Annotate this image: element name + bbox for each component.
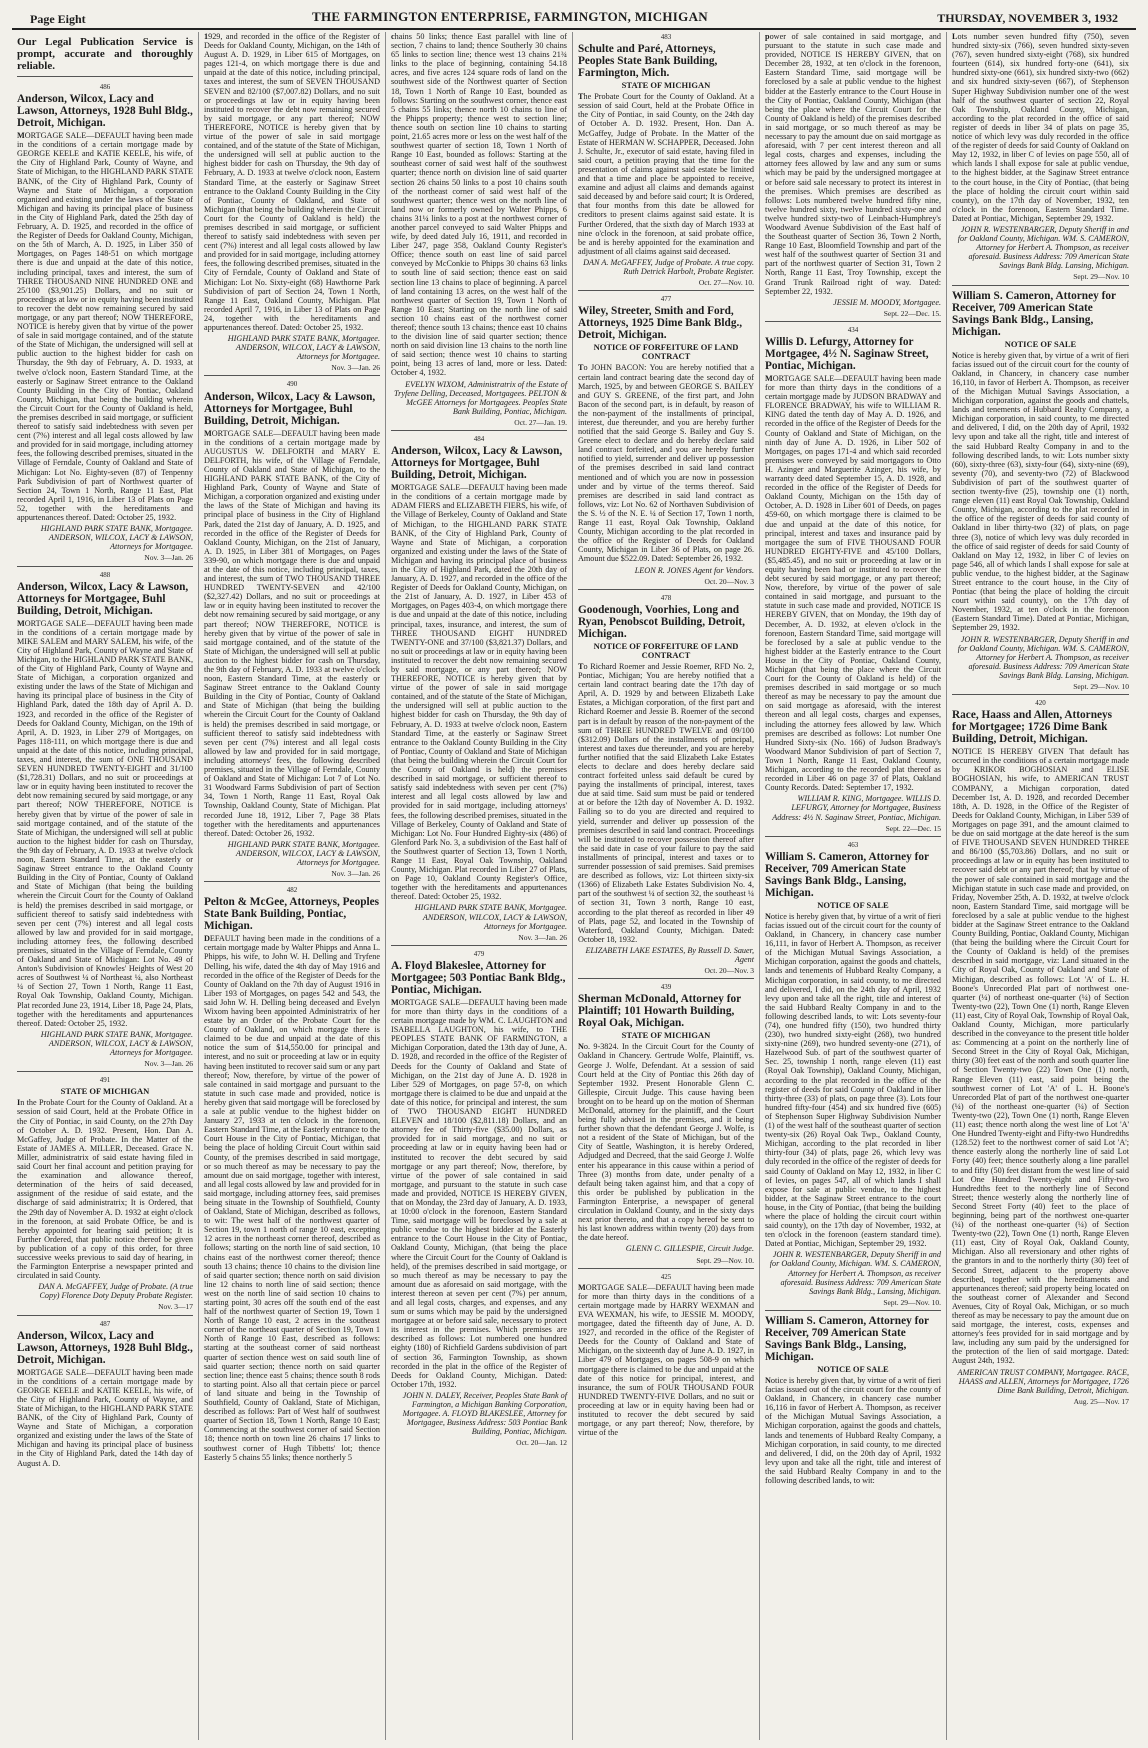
notice-number: 478 [660, 593, 672, 602]
notice-body: The Probate Court for the County of Oakland. At a session of said Court, held at the Probate Office in the City of Pontiac, in said County, on the 24th day of October A. D. 1932. Present, Hon. Dan A. McGaffey, Judge of Probate. In the Matter of the Estate of HERMAN W. SCHAPPER, Deceased. John J. Schulte, Jr., executor of said estate, having filed in said court, a petition praying that the time for the presentation of claims against said estate be limited and that a time and place be appointed to receive, examine and adjust all claims and demands against said deceased by and before said court; It is Ordered, that four months from this date be allowed for creditors to present claims against said estate. It is Further Ordered, that the sixth day of March 1933 at nine o'clock in the forenoon, at said probate office, be and is hereby appointed for the examination and adjustment of all claims against said deceased. [578, 92, 754, 256]
notice-subheading: STATE OF MICHIGAN [621, 80, 711, 91]
masthead [12, 6, 1136, 30]
notice-signature: JOHN R. WESTENBARGER, Deputy Sheriff in and for Oakland County, Michigan. WM. S. CAMERON, Attorney for Herbert A. Thompson, as receiver aforesaid. Business Address: 709 American State Savings Bank Bldg., Lansing, Michigan. [769, 1250, 941, 1296]
notice-heading: Anderson, Wilcox, Lacy and Lawson, Attorneys, 1928 Buhl Bldg., Detroit, Michigan. [17, 93, 193, 130]
legal-notice [204, 380, 380, 882]
notice-subheading: STATE OF MICHIGAN [60, 1086, 150, 1097]
legal-notice [952, 699, 1129, 1409]
notice-body: To Richard Roemer and Jessie Roemer, RFD No. 2, Pontiac, Michigan; You are hereby notified that a certain land contract bearing date the 17th day of April, A. D. 1929 by and between Elizabeth Lake Estates, a Michigan corporation, of the first part and Richard Roemer and Jessie B. Roemer of the second part is in default by reason of the non-payment of the sum of THREE HUNDRED TWELVE and 09/100 ($312.09) Dollars of the installments of principal, interest and taxes due thereunder, and you are hereby further notified that the said Elizabeth Lake Estates elects to declare and does hereby declare said contract forfeited unless said default be cured by paying the installments of principal, interest, taxes due at said time. Said sum must be paid or tendered at or before the 12th day of November A. D. 1932. Failing so to do you are directed and required to yield, surrender and deliver up possession of the premises described in said land contract. Proceedings will be instituted to recover possession thereof after the said date in case of your failure to pay the said installments of principal, interest and taxes or to surrender possession of said premises. Said premises are described as follows, viz: Lot thirteen sixty-six (1366) of Elizabeth Lake Estates Subdivision No. 4, part of the southwest ¼ of section 32, the southeast ¼ of section 31, Town 3 north, Range 10 east, according to the plat thereof as recorded in liber 49 of Plats, page 52, and located in the Township of Waterford, Oakland County, Michigan. Dated: October 18, 1932. [578, 661, 754, 944]
legal-notice [578, 1273, 754, 1441]
column-6 [947, 32, 1134, 1740]
legal-notice [578, 594, 754, 979]
notice-heading: Schulte and Paré, Attorneys, Peoples State Bank Building, Farmington, Mich. [578, 43, 718, 80]
legal-notice [391, 950, 567, 1451]
notice-heading: William S. Cameron, Attorney for Receiver, 709 American State Savings Bank Bldg., Lansing, Michigan. [952, 289, 1116, 338]
notice-signature: HIGHLAND PARK STATE BANK, Mortgagee. ANDERSON, WILCOX, LACY & LAWSON, Attorneys for Mortgagee. [414, 903, 567, 931]
notice-heading: Anderson, Wilcox, Lacy & Lawson, Attorneys for Mortgagee, Buhl Building, Detroit, Michigan. [391, 445, 563, 482]
notice-publication-dates: Sept. 29—Nov. 10 [1073, 272, 1129, 282]
notice-body: In the Probate Court for the County of Oakland. At a session of said Court, held at the Probate Office in the City of Pontiac, in said County, on the 27th Day of October A. D. 1932. Present, Hon. Dan A. McGaffey, Judge of Probate. In the Matter of the Estate of JAMES A. MILLER, Deceased. Grace N. Miller, administratrix of said estate having filed in said Court her final account and petition praying for the examination and allowance thereof, determination of the heirs of said deceased, assignment of the residue of said estate, and the discharge of said administratrix; It is Ordered, that the 29th day of November A. D. 1932 at eight o'clock in the forenoon, at said Probate Office, be and is hereby appointed for hearing said petition; It is Further Ordered, that public notice thereof be given by publication of a copy of this order, for three successive weeks previous to said day of hearing, in the Farmington Enterprise a newspaper printed and circulated in said County. [17, 1098, 193, 1281]
notice-signature: DAN A. McGAFFEY, Judge of Probate. A true copy. Ruth Detrick Harbolt, Probate Register. [583, 257, 754, 276]
notice-signature: GLENN C. GILLESPIE, Circuit Judge. [625, 1244, 754, 1254]
legal-notice [204, 886, 380, 1465]
notice-signature: HIGHLAND PARK STATE BANK, Mortgagee. ANDERSON, WILCOX, LACY & LAWSON, Attorneys for Mortgagee. [40, 1029, 193, 1057]
notice-signature: HIGHLAND PARK STATE BANK, Mortgagee. ANDERSON, WILCOX, LACY & LAWSON, Attorneys for Mortgagee. [227, 839, 380, 867]
notice-publication-dates: Sept. 22—Dec. 15 [885, 823, 941, 833]
notice-body: MORTGAGE SALE—DEFAULT having been made for more than thirty days in the conditions of a certain mortgage made by JUDSON BRADWAY and FLORENCE BRADWAY, his wife to WILLIAM R. KING dated the tenth day of May A. D. 1926, and recorded in the office of the Register of Deeds for the County of Oakland and State of Michigan, on the ninth day of June A. D. 1926, in Liber 502 of Mortgages, on pages 171-4 and which said recorded premises were conveyed by said mortgagors to Otto H. Azinger and Marguerite Azinger, his wife, by warranty deed dated September 15, A. D. 1928, and recorded in the office of the Register of Deeds for Oakland County, Michigan on the 15th day of October, A. D. 1928 in Liber 601 of Deeds, on pages 459-60, on which mortgage there is claimed to be due and unpaid at the date of this notice, for principal, interest and taxes and insurance paid by mortgagee the sum of FIVE THOUSAND FOUR HUNDRED EIGHTY-FIVE and 45/100 Dollars, ($5,485.45), and no suit or proceeding at law or in equity having been had or instituted to recover the debt secured by said mortgage, or any part thereof; Now, therefore, by virtue of the power of sale contained in said mortgage, and pursuant to the statute in such case made and provided, NOTICE IS HEREBY GIVEN, that on Monday, the 19th day of December, A. D. 1932, at eleven o'clock in the forenoon, Eastern Standard Time, said mortgage will be foreclosed by a sale at public vendue to the highest bidder at the Easterly entrance to the Court House in the City of Pontiac, Oakland County, Michigan (that being the place where the Circuit Court for the County of Oakland is held) of the premises described in said mortgage or so much thereof as may be necessary to pay the amount due on said mortgage as aforesaid, with the interest thereon and all legal costs, charges and expenses, including the attorney fees allowed by law. Which premises are described as follows: Lot number One Hundred Sixty-six (No. 166) of Judson Bradway's Woodward Manor Subdivision of part of Section 7, Town 1 North, Range 11 East, Oakland County, Michigan, according to the recorded plat thereof as recorded in Liber 46 on page 37 of Plats, Oakland County Records. Dated: September 17, 1932. [765, 374, 941, 793]
notice-heading: Anderson, Wilcox, Lacy & Lawson, Attorneys for Mortgagee, Buhl Building, Detroit, Michigan. [204, 390, 376, 427]
notice-number: 439 [660, 983, 672, 992]
notice-number: 463 [847, 840, 859, 849]
notice-body: Notice is hereby given that, by virtue of a writ of fieri facias issued out of the circuit court for the county of Oakland, in Chancery, in chancery case number 16,111, in favor of Herbert A. Thompson, as receiver of the Michigan Mutual Savings Association, a Michigan corporation, against the goods and chattels, lands and tenements of Hubbard Realty Company, a Michigan corporation, in said county, to me directed and delivered, I did, on the 24th day of April, 1932 levy upon and take all the right, title and interest of the said Hubbard Realty Company in and to the following described lands, to wit: Lots seventy-four (74), one hundred fifty (150), two hundred thirty (230), two hundred sixty-eight (268), two hundred sixty-nine (269), two hundred seventy-one (271), of Hazelwood Sub. of part of the southwest quarter of Sec. 25, township 1 north, range eleven (11) east (Royal Oak Township), Oakland County, Michigan, according to the plat recorded in the office of the register of deeds for said County of Oakland in liber thirty-three (33) of plats, on page three (3). Lots four hundred fifty-four (454) and six hundred five (605) of Stephenson Super Highway Subdivision Number (1) of the west half of the southeast quarter of section twenty-six (26) Royal Oak Twp., Oakland County, Michigan, according to the plat recorded in liber thirty-four (34) of plats, page 26, which levy was duly recorded in the office of the register of deeds for said County of Oakland on May 12, 1932, in liber C of levies, on pages 547, all of which lands I shall expose for sale at public vendue, to the highest bidder, at the Saginaw Street entrance to the court house, in the City of Pontiac, (that being the building where the place of holding the circuit court within said county), on the 17th day of November, 1932, at ten o'clock in the forenoon (eastern standard time). Dated at Pontiac, Michigan, September 29, 1932. [765, 911, 941, 1249]
legal-notice [765, 1315, 941, 1488]
notice-publication-dates: Sept. 29—Nov. 10 [1073, 682, 1129, 691]
notice-number: 479 [473, 949, 485, 958]
notice-number: 434 [847, 325, 859, 334]
notice-number: 477 [660, 295, 672, 304]
notice-body: Lots number seven hundred fifty (750), seven hundred sixty-six (766), seven hundred sixty-seven (767), seven hundred sixty-eight (768), six hundred fourteen (614), six hundred forty-one (641), six hundred sixty-one (661), six hundred sixty-two (662) and six hundred sixty-seven (667), of Stephenson Super Highway Subdivision number one of the west half of the southwest quarter of section 22, Royal Oak Township, Oakland County, Michigan, according to the plat recorded in the office of said register of deeds in liber 34 of plats on page 35, notice of which levy was duly recorded in the office of the register of deeds for said County of Oakland on May 12, 1932, in liber C of levies on page 550, all of which lands I shall expose for sale at public vendue, to the highest bidder, at the Saginaw Street entrance to the court house, in the City of Pontiac, (that being the place of holding the circuit court within said county), on the 17th day of November, 1932, ten o'clock in the forenoon, Eastern Standard Time. Dated at Pontiac, Michigan, September 29, 1932. [952, 32, 1129, 223]
notice-signature: LEON R. JONES Agent for Vendors. [634, 565, 754, 575]
notice-body: MORTGAGE SALE—DEFAULT having been made in the conditions of a certain mortgage made by GEORGE KEELE and KATIE KEELE, his wife, of the City of Highland Park, County of Wayne, and State of Michigan, to the HIGHLAND PARK STATE BANK, of the City of Highland Park, County of Wayne and State of Michigan, a corporation organized and existing under the laws of the State of Michigan and having its principal place of business in the City of Highland Park, dated the 14th day of August A. D. [17, 1367, 193, 1468]
notice-body: No. 9-3824. In the Circuit Court for the County of Oakland in Chancery. Gertrude Wolfe, Plaintiff, vs. George J. Wolfe, Defendant. At a session of said Court held at the City of Pontiac this 26th day of September 1932. Present Honorable Glenn C. Gillespie, Circuit Judge. This cause having been brought on to be heard up on the motion of Sherman McDonald, attorney for the plaintiff, and the Court being fully advised in the premises, and it being further shown that the defendant George J. Wolfe, is not a resident of the State of Michigan, but of the City of Seattle, Washington, it is hereby Ordered, Adjudged and Decreed, that the said George J. Wolfe enter his appearance in this cause within a period of Three (3) months from date, under penalty of a default being taken against him, and that a copy of this order be published by publication in the Farmington Enterprise, a newspaper of general circulation in Oakland County, and in the sixty days next prior thereto, and that a copy hereof be sent to his last known address within twenty (20) days from the date hereof. [578, 1042, 754, 1243]
column-2 [199, 32, 386, 1740]
notice-number: 425 [660, 1272, 672, 1281]
legal-notice [578, 33, 754, 291]
notice-heading: William S. Cameron, Attorney for Receiver, 709 American State Savings Bank Bldg., Lansing, Michigan. [765, 1314, 929, 1363]
legal-notice [391, 435, 567, 946]
notice-publication-dates: Sept. 29—Nov. 10. [883, 1297, 941, 1307]
legal-notice [17, 83, 193, 567]
publication-service-note: Our Legal Publication Service is prompt, accurate and thoroughly reliable. [17, 36, 193, 77]
notice-signature: DAN A. McGAFFEY, Judge of Probate. (A true Copy) Florence Doty Deputy Probate Register. [38, 1282, 193, 1301]
columns [12, 32, 1136, 1740]
legal-notice [391, 32, 567, 431]
notice-subheading: NOTICE OF FORFEITURE OF LAND CONTRACT [593, 640, 739, 660]
notice-publication-dates: Oct. 20—Nov. 3 [704, 576, 754, 586]
notice-subheading: NOTICE OF SALE [817, 899, 889, 910]
notice-signature: JESSIE M. MOODY, Mortgagee. [833, 297, 941, 307]
notice-heading: Wiley, Streeter, Smith and Ford, Attorneys, 1925 Dime Bank Bldg., Detroit, Michigan. [578, 305, 743, 342]
notice-publication-dates: Oct. 20—Nov. 3 [704, 966, 754, 976]
notice-signature: AMERICAN TRUST COMPANY, Mortgagee. RACE, HAASS and ALLEN, Attorneys for Mortgagee, 1726 Dime Bank Building, Detroit, Michigan. [957, 1367, 1129, 1395]
notice-body: Notice is hereby given that, by virtue of a writ of fieri facias issued out of the circuit court for the county of Oakland, in Chancery, in chancery case number 16,110, in favor of Herbert A. Thompson, as receiver of the Michigan Mutual Savings Association, a Michigan corporation, against the goods and chattels, lands and tenements of Hubbard Realty Company, a Michigan corporation, in said county, to me directed and delivered, I did, on the 20th day of April, 1932 levy upon and take all the right, title and interest of the said Hubbard Realty Company in and to the following described lands, to wit: Lots number sixty (60), sixty-three (63), sixty-four (64), sixty-nine (69), seventy (70), and seventy-two (72) of Blackwood Subdivision of part of the southwest quarter of section twenty-five (25), township one (1) north, range eleven (11) east Royal Oak Township, Oakland County, Michigan, according to the plat recorded in the office of the register of deeds for said county of Oakland in liber thirty-two (32) of plats, on page three (3), notice of which levy was duly recorded in the office of said register of deeds for said County of Oakland on May 12, 1932, in liber C of levies on page 546, all of which lands I shall expose for sale at public vendue, to the highest bidder, at the Saginaw Street entrance to the court house, in the City of Pontiac (that being the place of holding the circuit court within said county), on the 17th day of November, 1932, at ten o'clock in the forenoon (Eastern Standard Time). Dated at Pontiac, Michigan, September 29, 1932. [952, 350, 1129, 633]
notice-body: MORTGAGE SALE—DEFAULT having been made for more than thirty days in the conditions of a certain mortgage made by HARRY WEXMAN and EVA WEXMAN, his wife, to JESSIE M. MOODY, mortgagee, dated the fifteenth day of June, A. D. 1927, and recorded in the office of the Register of Deeds for the County of Oakland and State of Michigan, on the sixteenth day of June A. D. 1927, in Liber 479 of Mortgages, on pages 508-9 on which mortgage there is claimed to be due and unpaid at the date of this notice for principal, interest, and insurance, the sum of FOUR THOUSAND FOUR HUNDRED TWENTY-FIVE Dollars, and no suit or proceeding at law or in equity having been had or instituted to recover the debt secured by said mortgage, or any part thereof; Now, therefore, by virtue of the [578, 1282, 754, 1438]
legal-notice [765, 326, 941, 837]
page-number: Page Eight [30, 12, 86, 26]
notice-number: 484 [473, 435, 485, 444]
notice-heading: Sherman McDonald, Attorney for Plaintiff; 101 Howarth Building, Royal Oak, Michigan. [578, 993, 741, 1030]
notice-body: NOTICE IS HEREBY GIVEN That default has occurred in the conditions of a certain mortgage made by KRIKOR BOGHOSIAN and ELISE BOGHOSIAN, his wife, to AMERICAN TRUST COMPANY, a Michigan corporation, dated December 1st, A. D. 1928, and recorded December 18th, A. D. 1928, in the Office of the Register of Deeds for Oakland County, Michigan, in Liber 539 of Mortgages on page 391, and the amount claimed to be due on said mortgage at the date hereof is the sum of FIVE THOUSAND SEVEN HUNDRED THREE and 86/100 ($5,703.86) Dollars, and no suit or proceedings at law or in equity has been instituted to recover said debt or any part thereof; that by virtue of the power of sale contained in said mortgage and the Michigan statute in such case made and provided, on Friday, November 25th, A. D. 1932, at twelve o'clock noon, Eastern Standard Time, said mortgage will be foreclosed by a sale at public vendue to the highest bidder at the Saginaw Street entrance to the Oakland County Building, Pontiac, Oakland County, Michigan (that being the building where the Circuit Court for the County of Oakland is held) of the premises described in said mortgage, viz: Land situated in the City of Royal Oak, County of Oakland and State of Michigan, described as follows: Lot 'A' of L. H. Boone's Unrecorded Plat part of northwest one-quarter (¼) of northeast one-quarter (¼) of Section Twenty-two (22), Town One (1) north, Range Eleven (11) east, City of Royal Oak, Township of Royal Oak, Oakland County, Michigan, more particularly described in the conveyance to the present title holder as: Commencing at a point on the northerly line of Second Street in the City of Royal Oak, Michigan, thirty (30) feet east of the north and south quarter line of Section Twenty-two (22) Town One (1) north, Range Eleven (11) east, said point being the southwest corner of Lot 'A' of L. H. Boone's Unrecorded Plat of part of the northwest one-quarter (¼) of the northeast one-quarter (¼) of Section Twenty-two (22), Town One (1) north, Range Eleven (11) east; thence north along the west line of Lot 'A' One Hundred Twenty-eight and Fifty-two Hundredths (128.52) feet to the northwest corner of said Lot 'A'; thence easterly along the northerly line of said Lot Forty (40) feet; thence southerly along a line parallel to and fifty (50) feet distant from the west line of said Lot One Hundred Twenty-eight and Fifty-two Hundredths feet to the northerly line of Second Street; thence westerly along the northerly line of Second Street Forty (40) feet to the place of beginning, being part of the northwest one-quarter (¼) of the northeast one-quarter (¼) of Section Twenty-two (22), Town One (1) north, Range Eleven (11) east, City of Royal Oak, Oakland County, Michigan. Also all reversionary and other rights of the grantors in and to the northerly thirty (30) feet of Second Street, adjacent to the property above described, together with the hereditaments and appurtenances thereof; said property being located on the southeast corner of Alexander and Second Avenues, City of Royal Oak, Michigan, or so much thereof as may be necessary to pay the amount due on said mortgage, the interest, costs, expenses and attorney's fees provided for in said mortgage and by law, including any sum paid by the undersigned for the protection of the lien of said mortgage. Dated: August 24th, 1932. [952, 747, 1129, 1366]
notice-heading: Pelton & McGee, Attorneys, Peoples State Bank Building, Pontiac, Michigan. [204, 896, 380, 933]
notice-number: 490 [286, 380, 298, 389]
notice-publication-dates: Nov. 3—17 [158, 1302, 193, 1312]
legal-notice [765, 32, 941, 322]
notice-publication-dates: Nov. 3—Jan. 26 [144, 1059, 193, 1069]
column-3 [386, 32, 573, 1740]
notice-number: 482 [286, 886, 298, 895]
column-1 [12, 32, 199, 1740]
legal-notice [952, 290, 1129, 696]
notice-heading: Anderson, Wilcox, Lacy and Lawson, Attorneys, 1928 Buhl Bldg., Detroit, Michigan. [17, 1329, 193, 1366]
notice-body: power of sale contained in said mortgage, and pursuant to the statute in such case made and provided, NOTICE IS HEREBY GIVEN, that on December 28, 1932, at ten o'clock in the forenoon, Eastern Standard Time, said mortgage will be foreclosed by a sale at public vendue to the highest bidder at the Easterly entrance to the Court House in the City of Pontiac, Oakland County, Michigan (that being the place where the Circuit Court for the County of Oakland is held) of the premises described in said mortgage, or so much thereof as may be necessary to pay the amount due on said mortgage as aforesaid, with 7 per cent interest thereon and all legal costs, charges and expenses, including the attorney fees allowed by law and any sum or sums which may be paid by the undersigned mortgagee at or before said sale necessary to protect its interest in the premises. Which premises are described as follows: Lots numbered twelve hundred fifty nine, twelve hundred sixty, twelve hundred sixty-one and twelve hundred sixty-two of Leinbach-Humphrey's Woodward Avenue Subdivision of the East half of the Southeast quarter of Section 36, Town 2 North, Range 10 East, Bloomfield Township and part of the west half of the southwest quarter of Section 31 and part of the northwest quarter of Section 31, Town 2 North, Range 11 East, Troy Township, except the Grand Trunk Railroad right of way. Dated: September 22, 1932. [765, 32, 941, 296]
legal-notice [17, 571, 193, 1073]
notice-subheading: NOTICE OF FORFEITURE OF LAND CONTRACT [593, 342, 739, 362]
column-4 [573, 32, 760, 1740]
notice-publication-dates: Nov. 3—Jan. 26 [331, 869, 380, 879]
notice-heading: William S. Cameron, Attorney for Receiver, 709 American State Savings Bank Bldg., Lansing, Michigan. [765, 850, 929, 899]
notice-body: To JOHN BACON: You are hereby notified that a certain land contract bearing date the second day of March, 1925, by and between GEORGE S. BAILEY and GUY S. GREENE, of the first part, and John Bacon of the second part, is in default, by reason of the non-payment of the installments of principal, interest, due thereunder, and you are hereby further notified that the said George S. Bailey and Guy S. Greene elect to declare and do hereby declare said land contract forfeited, and you are hereby further notified to yield, surrender and deliver up possession of the premises described in said land contract mentioned and of which you are now in possession under and by virtue of the terms thereof. Said premises are described in said land contract as follows, viz: Lot No. 62 of Northaven Subdivision of the S. ½ of the N. E. ¼ of Section 17, Town 1 north, Range 11 east, Royal Oak Township, Oakland County, Michigan according to the plat recorded in the office of the Register of Deeds for Oakland County, Michigan in Liber 36 of Plats, on page 26. Amount due $522.09. Dated: September 26, 1932. [578, 363, 754, 564]
legal-notice [578, 295, 754, 590]
legal-notice [204, 32, 380, 376]
notice-number: 491 [99, 1076, 111, 1085]
notice-heading: Race, Haass and Allen, Attorneys for Mortgagee; 1726 Dime Bank Building, Detroit, Michigan. [952, 709, 1113, 746]
notice-body: DEFAULT having been made in the conditions of a certain mortgage made by Walter Phipps and Anna L. Phipps, his wife, to John W. H. Delling and Tryfene Delling, his wife, dated the 4th day of May 1916 and recorded in the office of the Register of Deeds for the County of Oakland on the 7th day of August 1916 in Liber 193 of Mortgages, on pages 542 and 543, the said John W. H. Delling being deceased and Evelyn Wixom having been appointed Administratrix of her estate by an Order of the Probate Court for the County of Oakland, on which mortgage there is claimed to be due and unpaid at the date of this notice the sum of $14,550.00 for principal and interest, and no suit or proceeding at law or in equity having been instituted to recover said sum or any part thereof; Now, therefore, by virtue of the power of sale contained in said mortgage and pursuant to the statute in such case made and provided, notice is hereby given that said mortgage will be foreclosed by a sale at public vendue to the highest bidder on January 27, 1933 at ten o'clock in the forenoon, Eastern Standard Time, at the Easterly entrance to the Court House in the City of Pontiac, Michigan, that being the place of holding Circuit Court within said County, of the premises described in said mortgage, or so much thereof as may be necessary to pay the amount due on said mortgage, together with interest, and all legal costs allowed by law and provided for in said mortgage, including attorney fees, said premises being situate in the Township of Southfield, County of Oakland, State of Michigan, described as follows, to wit: The west half of the northwest quarter of Section 19, town 1 north of range 10 east, excepting 12 acres in the northeast corner thereof, described as follows; starting on the north line of said section, 10 chains east of the northwest corner thereof; thence south 13 chains; thence 10 chains to the division line of said quarter section; thence north on said division line 12 chains to north line of said section; thence west on the north line of said section 10 chains to starting point, 30 acres off the south end of the east half of the northwest quarter of Section 19, Town 1 North of Range 10 east, 2 acres in the southeast corner of the northeast quarter of Section 19, Town 1 North of Range 10 East, described as follows: starting at the southeast corner of said northeast quarter of section thence west on said south line of said quarter section; thence north on said quarter section line; thence east 5 chains; thence south 8 rods to starting point. Also all that certain piece or parcel of land situate and being in the Township of Southfield, County of Oakland, State of Michigan, described as follows: Part of West half of southwest quarter of Section 18, Town 1 North, Range 10 East; Commencing at the southwest corner of said Section 18; thence north on town line 26 chains 17 links to southwest corner of Hugh Tibbetts' lot; thence Easterly 5 chains 55 links; thence northerly 5 [204, 934, 380, 1462]
notice-signature: WILLIAM R. KING, Mortgagee. WILLIS D. LEFURGY, Attorney for Mortgagee, Business Address: 4½ N. Saginaw Street, Pontiac, Michigan. [772, 794, 941, 822]
legal-notice [17, 1320, 193, 1471]
newspaper-title: THE FARMINGTON ENTERPRISE, FARMINGTON, MICHIGAN [312, 9, 708, 24]
notice-number: 486 [99, 83, 111, 91]
notice-body: MORTGAGE SALE—DEFAULT having been made in the conditions of a certain mortgage made by ADAM FIERS and ELIZABETH FIERS, his wife, of the Village of Berkeley, County of Oakland and State of Michigan, to the HIGHLAND PARK STATE BANK, of the City of Highland Park, County of Wayne and State of Michigan, a corporation organized and existing under the laws of the State of Michigan and having its principal place of business in the City of Highland Park, dated the 20th day of January, A. D. 1927, and recorded in the office of the Register of Deeds for Oakland County, Michigan, on the 21st of January, A. D. 1927, in Liber 453 of Mortgages, on Pages 403-4, on which mortgage there is due and unpaid at the date of this notice, including principal, taxes, insurance, and interest, the sum of THREE THOUSAND EIGHT HUNDRED TWENTY-ONE and 37/100 ($3,821.37) Dollars, and no suit or proceedings at law or in equity having been instituted to recover the debt now remaining secured by said mortgage, or any part thereof; NOW THEREFORE, NOTICE is hereby given that by virtue of the power of sale in said mortgage contained, and of the statute of the State of Michigan, the undersigned will sell at public auction to the highest bidder for cash on Thursday, the 9th day of February, A. D. 1933 at twelve o'clock noon, Eastern Standard Time, at the easterly or Saginaw Street entrance to the Oakland County Building in the City of Pontiac, County of Oakland and State of Michigan (that being the building wherein the Circuit Court for the County of Oakland is held) the premises described in said mortgage, or sufficient thereof to satisfy said indebtedness with seven per cent (7%) interest and all legal costs allowed by law and provided for in said mortgage, including attorneys' fees, the following described premises, situated in the Village of Berkeley, County of Oakland and State of Michigan: Lot No. Four Hundred Eighty-six (486) of Glenford Park No. 3, a subdivision of the East half of the Southwest quarter of Section 13, Town 1 North, Range 11 East, Royal Oak Township, Oakland County, Michigan. Plat recorded in Liber 27 of Plats, on Page 10, Oakland County Register's Office, together with the hereditaments and appurtenances thereof. Dated: October 25, 1932. [391, 483, 567, 902]
notice-signature: JOHN N. DALEY, Receiver, Peoples State Bank of Farmington, a Michigan Banking Corporation, Mortgagee. A. FLOYD BLAKESLEE, Attorney for Mortgagee, Business Address: 503 Pontiac Bank Building, Pontiac, Michigan. [402, 1390, 567, 1437]
notice-signature: JOHN R. WESTENBARGER, Deputy Sheriff in and for Oakland County, Michigan. WM. S. CAMERON, Attorney for Herbert A. Thompson, as receiver aforesaid. Business Address: 709 American State Savings Bank Bldg. Lansing, Michigan. [957, 634, 1129, 680]
notice-publication-dates: Sept. 29—Nov. 10. [696, 1255, 754, 1265]
notice-heading: Anderson, Wilcox, Lacy & Lawson, Attorneys for Mortgagee, Buhl Building, Detroit, Michigan. [17, 580, 189, 617]
notice-number: 483 [660, 33, 672, 41]
notice-body: MORTGAGE SALE—DEFAULT having been made for more than thirty days in the conditions of a certain mortgage made by WM. C. LAUGHTON and ISABELLA LAUGHTON, his wife, to THE PEOPLES STATE BANK OF FARMINGTON, a Michigan Corporation, dated the 13th day of June, A. D. 1928, and recorded in the office of the Register of Deeds for the County of Oakland and State of Michigan, on the 21st day of June A. D. 1928 in Liber 529 of Mortgages, on page 57-8, on which mortgage there is claimed to be due and unpaid at the date of this notice, for principal and interest, the sum of TWO THOUSAND EIGHT HUNDRED ELEVEN and 18/100 ($2,811.18) Dollars, and an attorney fee of Thirty-five ($35.00) Dollars, as provided for in said mortgage, and no suit or proceeding at law or in equity having been had or instituted to recover the debt secured by said mortgage or any part thereof; Now, therefore, by virtue of the power of sale contained in said mortgage, and pursuant to the statute in such case made and provided, NOTICE IS HEREBY GIVEN, that on Monday, the 23rd day of January, A. D. 1933, at 10:00 o'clock in the forenoon, Eastern Standard Time, said mortgage will be foreclosed by a sale at public vendue to the highest bidder at the Easterly entrance to the Court House in the City of Pontiac, Oakland County, Michigan, (that being the place where the Circuit Court for the County of Oakland is held), of the premises described in said mortgage, or so much thereof as may be necessary to pay the amount due as aforesaid on said mortgage, with the interest thereon at seven per cent (7%) per annum, and all legal costs, charges, and expenses, and any sum or sums which may be paid by the undersigned mortgagee at or before said sale, necessary to protect its interest in the premises. Which premises are described as follows: Lot numbered one hundred eighty (180) of Richfield Gardens subdivision of part of section 36, Farmington Township, as shown recorded in the plat in the office of the Register of Deeds for Oakland County, Michigan. Dated: October 17th, 1932. [391, 997, 567, 1389]
notice-body: MORTGAGE SALE—DEFAULT having been made in the conditions of a certain mortgage made by MIKE SALEM and MARY SALEM, his wife, of the City of Highland Park, County of Wayne and State of Michigan, to the HIGHLAND PARK STATE BANK, of the City of Highland Park, County of Wayne and State of Michigan, a corporation organized and existing under the laws of the State of Michigan and having its principal place of business in the City of Highland Park, dated the 18th day of April A. D. 1923, and recorded in the office of the Register of Deeds for Oakland County, Michigan, on the 19th of April, A. D. 1923, in Liber 279 of Mortgages, on Pages 118-111, on which mortgage there is due and unpaid at the date of this notice, including principal, taxes, and interest, the sum of ONE THOUSAND SEVEN HUNDRED TWENTY-EIGHT and 31/100 ($1,728.31) Dollars, and no suit or proceedings at law or in equity having been instituted to recover the debt now remaining secured by said mortgage, or any part thereof; NOW THEREFORE, NOTICE is hereby given that by virtue of the power of sale in said mortgage contained, and of the statute of the State of Michigan, the undersigned will sell at public auction to the highest bidder for cash on Thursday, the 9th day of February, A. D. 1933 at twelve o'clock noon, Eastern Standard Time, at the easterly or Saginaw Street entrance to the Oakland County Building in the City of Pontiac, County of Oakland and State of Michigan (that being the building wherein the Circuit Court for the County of Oakland is held) the premises described in said mortgage, or sufficient thereof to satisfy said indebtedness with seven per cent (7%) interest and all legal costs allowed by law and provided for in said mortgage, including attorney fees, the following described premises, situated in the Village of Ferndale, County of Oakland and State of Michigan: Lot No. 49 of Anton's Subdivision of Knowles' Heights of West 20 acres of Southwest ¼ of Northeast ¼, also Northeast ¼ of Section 27, Town 1 North, Range 11 East, Royal Oak Township, Oakland County, Michigan. Plat recorded June 23, 1914, Liber 18, Page 24, Plats, together with the hereditaments and appurtenances thereof. Dated: October 25, 1932. [17, 618, 193, 1028]
legal-notice [952, 32, 1129, 286]
notice-body: Notice is hereby given that, by virtue of a writ of fieri facias issued out of the circuit court for the county of Oakland, in Chancery, in chancery case number 16,116 in favor of Herbert A. Thompson, as receiver of the Michigan Mutual Savings Association, a Michigan corporation, against the goods and chattels, lands and tenements of Hubbard Realty Company, a Michigan corporation, in said county, to me directed and delivered, I did, on the 20th day of April, 1932 levy upon and take all the right, title and interest of the said Hubbard Realty Company in and to the following described lands, to wit: [765, 1376, 941, 1486]
notice-subheading: NOTICE OF SALE [817, 1363, 889, 1374]
notice-publication-dates: Nov. 3—Jan. 26 [331, 363, 380, 373]
notice-heading: Goodenough, Voorhies, Long and Ryan, Penobscot Building, Detroit, Michigan. [578, 603, 745, 640]
notice-body: 1929, and recorded in the office of the Register of Deeds for Oakland County, Michigan, on the 14th of August A. D. 1929, in Liber 615 of Mortgages, on pages 121-4, on which mortgage there is due and unpaid at the date of this notice, including principal, taxes and interest, the sum of SEVEN THOUSAND SEVEN and 82/100 ($7,007.82) Dollars, and no suit or proceedings at law or in equity having been instituted to recover the debt now remaining secured by said mortgage, or any part thereof; NOW THEREFORE, NOTICE is hereby given that by virtue of the power of sale in said mortgage contained, and of the statute of the State of Michigan, the undersigned will sell at public auction to the highest bidder for cash on Thursday, the 9th day of February, A. D. 1933 at twelve o'clock noon, Eastern Standard Time, at the easterly or Saginaw Street entrance to the Oakland County Building in the City of Pontiac, County of Oakland, and State of Michigan (that being the building wherein the Circuit Court for the County of Oakland is held) the premises described in said mortgage, or sufficient thereof to satisfy said indebtedness with seven per cent (7%) interest and all legal costs allowed by law and provided for in said mortgage, including attorney fees, the following described premises, situated in the City of Ferndale, County of Oakland and State of Michigan: Lot No. Sixty-eight (68) Hawthorne Park Subdivision of part of Section 24, Town 1 North, Range 11 East, Oakland County, Michigan. Plat recorded April 7, 1916, in Liber 13 of Plats on Page 24, together with the hereditaments and appurtenances thereof. Dated: October 25, 1932. [204, 32, 380, 332]
notice-signature: ELIZABETH LAKE ESTATES, By Russell D. Sauer, Agent [585, 945, 754, 964]
notice-body: MORTGAGE SALE—DEFAULT having been made in the conditions of a certain mortgage made by GEORGE KEELE and KATIE KEELE, his wife, of the City of Highland Park, County of Wayne, and State of Michigan, to the HIGHLAND PARK STATE BANK, of the City of Highland Park, County of Wayne and State of Michigan, a corporation organized and existing under the laws of the State of Michigan and having its principal place of business in the City of Highland Park, dated the 25th day of February, A. D. 1925, and recorded in the office of the Register of Deeds for Oakland County, Michigan, on the 5th of March, A. D. 1925, in Liber 350 of Mortgages, on Pages 148-51 on which mortgage there is due and unpaid at the date of this notice, including principal, taxes and interest, the sum of THREE THOUSAND NINE HUNDRED ONE and 25/100 ($3,901.25) Dollars, and no suit or proceedings at law or in equity having been instituted to recover the debt now remaining secured by said mortgage, or any part thereof; NOW THEREFORE, NOTICE is hereby given that by virtue of the power of sale in said mortgage contained, and of the statute of the State of Michigan, the undersigned will sell at public auction to the highest bidder for cash on Thursday, the 9th day of February, A. D. 1933, at twelve o'clock noon, Eastern Standard Time, at the easterly or Saginaw Street entrance to the Oakland County Building in the City of Pontiac, Oakland County, Michigan, that being the building wherein the Circuit Court for the County of Oakland is held, the premises described in said mortgage, or sufficient thereof to satisfy said indebtedness with seven per cent (7%) interest and all legal costs allowed by law and provided for in said mortgage, including attorney fees, the following described premises, situated in the Village of Ferndale, County of Oakland and State of Michigan: Lot No. Eighty-seven (87) of Tenpenny Park Subdivision of part of Northwest quarter of Section 24, Town 1 North, Range 11 East, Plat recorded April 1, 1916, in Liber 13 of Plats on Page 52, together with the hereditaments and appurtenances thereof. Dated: October 25, 1932. [17, 131, 193, 523]
notice-body: chains 50 links; thence East parallel with line of section, 7 chains to land; thence Southerly 30 chains 65 links to section line; thence west 13 chains 21¾ links to the place of beginning, containing 54.18 acres, and five acres 124 square rods of land on the southwest side of the Northwest quarter of Section 18, Town 1 North of Range 10 East, bounded as follows: Starting on the southwest corner, thence east 5 chains 55 links; thence north 10 chains to line of the Phipps property; thence west to section line; thence south on section line 10 chains to starting point, 21.65 acres more or less on the west half of the southwest quarter of section 18, Town 1 North of Range 10 East, bounded as follows: Starting at the southeast corner of said west half of the southwest quarter; thence north on division line of said quarter section 26 chains 50 links to a post 10 chains south of the northeast corner of said west half of the southwest quarter; thence west on the north line of land now or formerly owned by Walter Phipps, 6 chains 31¼ links to a post at the northwest corner of another parcel conveyed to said Walter Phipps and wife, by deed dated July 16, 1911, and recorded in Liber 247, page 358, Oakland County Register's Office; thence south on east line of said parcel conveyed by McConkie to Phipps 30 chains 63 links to south line of said section; thence east on said section line 13 chains to place of beginning. A parcel of land containing 13 acres, on the west half of the northwest quarter of Section 19, Town 1 North of Range 10 East; Starting on the north line of said section 10 chains east of the northwest corner thereof; thence south 13 chains; thence east 10 chains to the division line of said quarter section; thence north on said division line 13 chains to the north line of said section; thence west 10 chains to starting point, being 13 acres of land, more or less. Dated: October 4, 1932. [391, 32, 567, 378]
legal-notice [765, 841, 941, 1311]
issue-date: THURSDAY, NOVEMBER 3, 1932 [937, 11, 1118, 25]
notice-heading: Willis D. Lefurgy, Attorney for Mortgagee, 4½ N. Saginaw Street, Pontiac, Michigan. [765, 336, 929, 372]
notice-publication-dates: Oct. 27—Nov. 10. [698, 278, 754, 288]
notice-heading: A. Floyd Blakeslee, Attorney for Mortgagee; 503 Pontiac Bank Bldg., Pontiac, Michigan. [391, 959, 566, 996]
notice-signature: EVELYN WIXOM, Administratrix of the Estate of Tryfene Delling, Deceased, Mortgagees. PELTON & McGEE Attorneys for Mortgagees. Peoples State Bank Building, Pontiac, Michigan. [394, 379, 567, 416]
legal-notice [17, 1076, 193, 1315]
notice-publication-dates: Oct. 20—Jan. 12 [516, 1438, 567, 1448]
notice-publication-dates: Nov. 3—Jan. 26 [144, 553, 193, 563]
notice-signature: HIGHLAND PARK STATE BANK, Mortgagee. ANDERSON, WILCOX, LACY & LAWSON, Attorneys for Mortgagee. [227, 334, 380, 362]
notice-publication-dates: Oct. 27—Jan. 19. [514, 417, 567, 427]
notice-subheading: NOTICE OF SALE [1004, 338, 1077, 349]
notice-number: 420 [1035, 699, 1046, 708]
notice-publication-dates: Nov. 3—Jan. 26 [518, 932, 567, 942]
column-5 [760, 32, 947, 1740]
notice-subheading: STATE OF MICHIGAN [621, 1030, 711, 1041]
notice-publication-dates: Aug. 25—Nov. 17 [1073, 1396, 1129, 1406]
notice-body: MORTGAGE SALE—DEFAULT having been made in the conditions of a certain mortgage made by AUGUSTUS W. DELFORTH and MARY E. DELFORTH, his wife, of the Village of Ferndale, County of Oakland and State of Michigan, to the HIGHLAND PARK STATE BANK, of the City of Highland Park, County of Wayne and State of Michigan, a corporation organized and existing under the laws of the State of Michigan and having its principal place of business in the City of Highland Park, dated the 21st day of January, A. D. 1925, and recorded in the office of the Register of Deeds for Oakland County, Michigan, on the 21st of January, A. D. 1925, in Liber 381 of Mortgages, on Pages 339-90, on which mortgage there is due and unpaid at the date of this notice, including principal, taxes, and interest, the sum of TWO THOUSAND THREE HUNDRED TWENTY-SEVEN and 42/100 ($2,327.42) Dollars, and no suit or proceedings at law or in equity having been instituted to recover the debt now remaining secured by said mortgage, or any part thereof; NOW THEREFORE, NOTICE is hereby given that by virtue of the power of sale in said mortgage contained, and of the statute of the State of Michigan, the undersigned will sell at public auction to the highest bidder for cash on Thursday, the 9th day of February, A. D. 1933 at twelve o'clock noon, Eastern Standard Time, at the easterly or Saginaw Street entrance to the Oakland County Building in the City of Pontiac, County of Oakland and State of Michigan (that being the building wherein the Circuit Court for the County of Oakland is held) the premises described in said mortgage, or sufficient thereof to satisfy said indebtedness with seven per cent (7%) interest and all legal costs allowed by law and provided for in said mortgage, including attorneys' fees, the following described premises, situated in the Village of Ferndale, County of Oakland and State of Michigan: Lot 7 of Lot No. 31 Woodward Farms Subdivision of part of Section 34, Town 1 North, Range 11 East, Royal Oak Township, Oakland County, State of Michigan. Plat recorded June 18, 1912, Liber 7, Page 38 Plats together with the hereditaments and appurtenances thereof. Dated: October 26, 1932. [204, 428, 380, 838]
notice-number: 488 [99, 570, 111, 579]
notice-signature: JOHN R. WESTENBARGER, Deputy Sheriff in and for Oakland County, Michigan. WM. S. CAMERON, Attorney for Herbert A. Thompson, as receiver aforesaid. Business Address: 709 American State Savings Bank Bldg. Lansing, Michigan. [957, 224, 1129, 271]
notice-number: 487 [99, 1319, 111, 1328]
notice-publication-dates: Sept. 22—Dec. 15. [883, 308, 941, 318]
notice-signature: HIGHLAND PARK STATE BANK, Mortgagee. ANDERSON, WILCOX, LACY & LAWSON, Attorneys for Mortgagee. [40, 524, 193, 552]
legal-notice [578, 983, 754, 1268]
